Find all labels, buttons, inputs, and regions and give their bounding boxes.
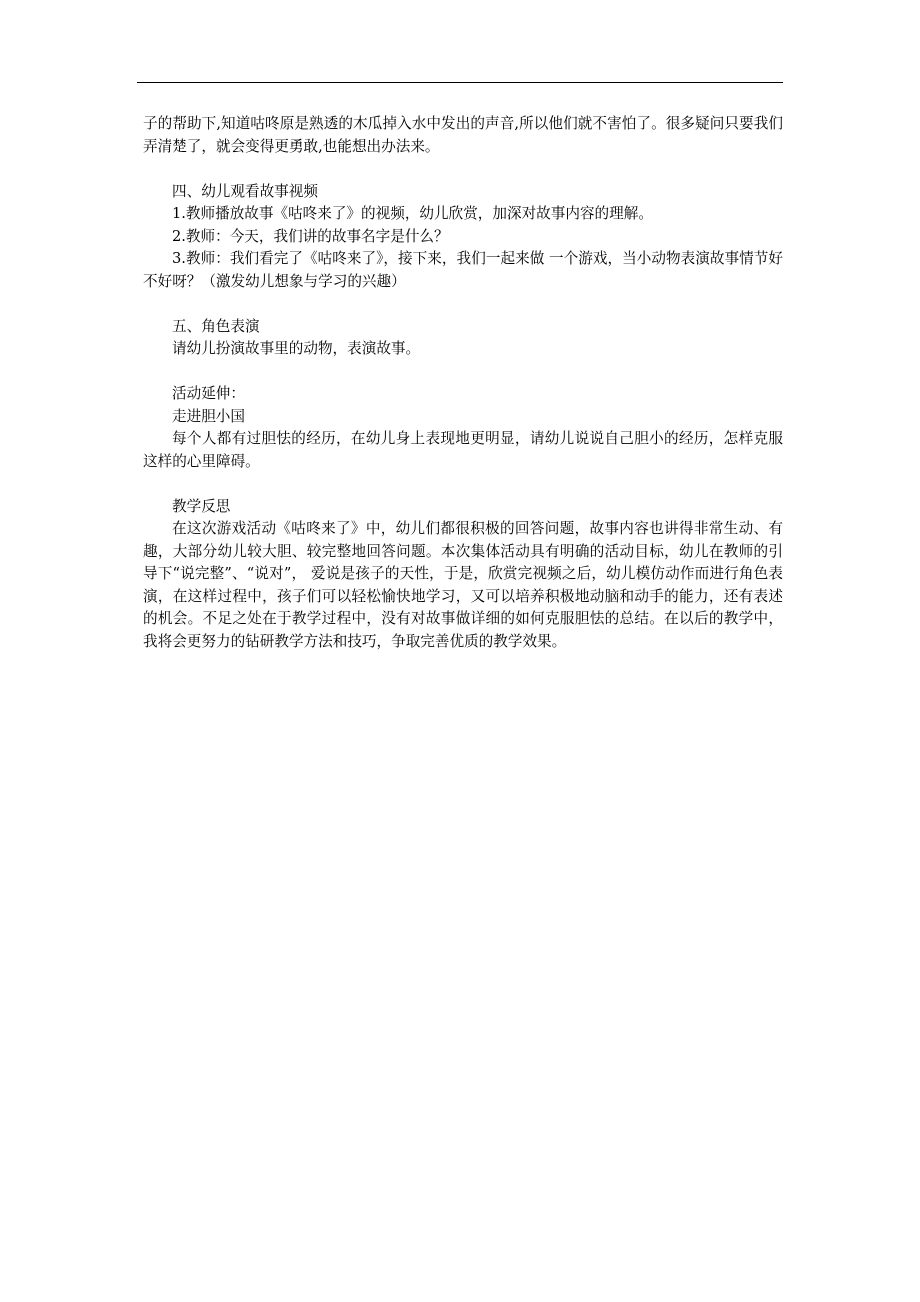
paragraph-gap — [143, 361, 783, 384]
section-video-item-1: 1.教师播放故事《咕咚来了》的视频，幼儿欣赏，加深对故事内容的理解。 — [172, 205, 653, 222]
section-heading-extension: 活动延伸： — [172, 385, 245, 402]
paragraph-gap — [143, 473, 783, 496]
intro-paragraph: 子的帮助下,知道咕咚原是熟透的木瓜掉入水中发出的声音,所以他们就不害怕了。很多疑问只要我们弄清楚了，就会变得更勇敢,也能想出办法来。 — [143, 115, 783, 155]
section-roleplay-text: 请幼儿扮演故事里的动物，表演故事。 — [172, 340, 421, 357]
document-body — [143, 113, 783, 653]
header-rule — [137, 82, 783, 83]
section-video-item-3: 3.教师：我们看完了《咕咚来了》，接下来，我们一起来做 一个游戏，当小动物表演故事情节好不好呀？（激发幼儿想象与学习的兴趣） — [143, 250, 783, 290]
section-video-item-2: 2.教师：今天，我们讲的故事名字是什么？ — [172, 227, 449, 245]
section-reflection-text: 在这次游戏活动《咕咚来了》中，幼儿们都很积极的回答问题，故事内容也讲得非常生动、有趣，大部分幼儿较大胆、较完整地回答问题。本次集体活动具有明确的活动目标，幼儿在教师的引导下“说完整”、“说对”， 爱说是孩子的天性，于是，欣赏完视频之后，幼儿模仿动作而进行角色表演，在这样过程中，孩子们可以轻松愉快地学习，又可以培养积极地动脑和动手的能力，还有表述的机会。不足之处在于教学过程中，没有对故事做详细的如何克服胆怯的总结。在以后的教学中，我将会更努力的钻研教学方法和技巧，争取完善优质的教学效果。 — [143, 520, 783, 650]
paragraph-gap — [143, 293, 783, 316]
section-extension-text: 每个人都有过胆怯的经历，在幼儿身上表现地更明显，请幼儿说说自己胆小的经历，怎样克服这样的心里障碍。 — [143, 430, 783, 470]
section-extension-subheading: 走进胆小国 — [172, 407, 245, 425]
section-heading-video: 四、幼儿观看故事视频 — [172, 182, 318, 200]
paragraph-gap — [143, 158, 783, 181]
section-heading-roleplay: 五、角色表演 — [172, 317, 260, 335]
section-heading-reflection: 教学反思 — [172, 497, 231, 515]
